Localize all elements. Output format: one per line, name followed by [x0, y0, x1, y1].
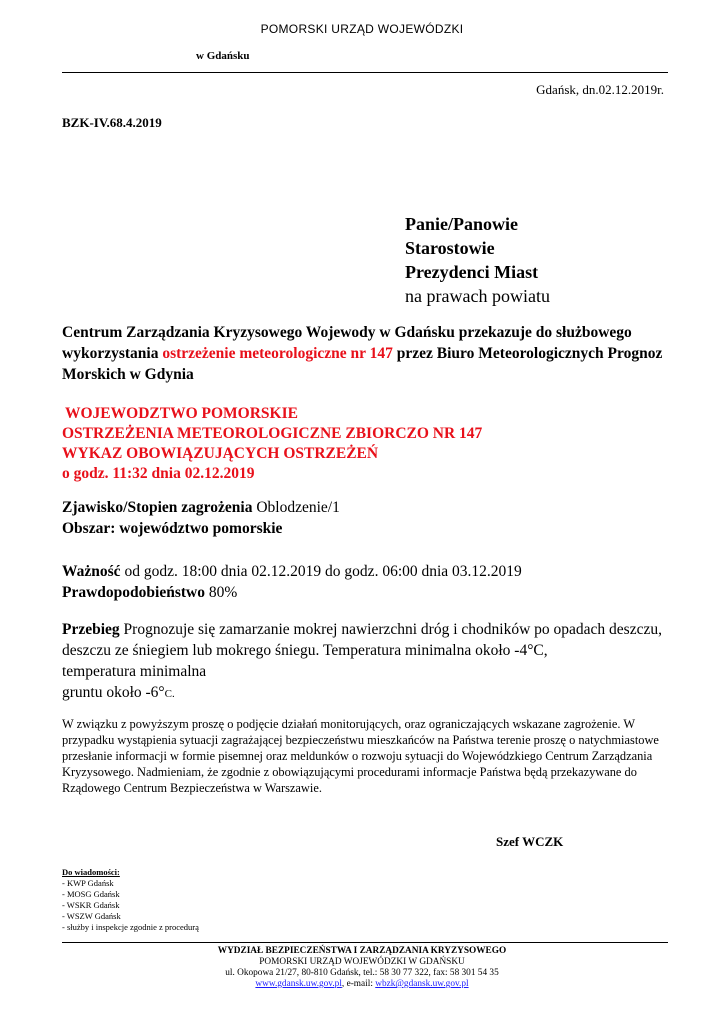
addressee-block	[405, 212, 550, 308]
probability-label: Prawdopodobieństwo	[62, 584, 205, 601]
website-link[interactable]: www.gdansk.uw.gov.pl	[255, 979, 342, 989]
warning-line-3: WYKAZ OBOWIĄZUJĄCYCH OSTRZEŻEŃ	[62, 445, 379, 462]
warning-line-2: OSTRZEŻENIA METEOROLOGICZNE ZBIORCZO NR 147	[62, 425, 483, 442]
footer	[0, 946, 724, 990]
addressee-line-2: Starostowie	[405, 238, 495, 258]
header-divider	[62, 72, 668, 73]
intro-part-1: Centrum Zarządzania Kryzysowego Wojewody w Gdańsku przekazuje do służbowego wykorzystania	[62, 324, 632, 362]
addressee-line-4: na prawach powiatu	[405, 286, 550, 306]
course-block	[62, 619, 672, 705]
distribution-title: Do wiadomości:	[62, 867, 120, 877]
addressee-line-1: Panie/Panowie	[405, 214, 518, 234]
intro-part-2: przez Biuro Meteorologicznych Prognoz Morskich w Gdynia	[62, 345, 663, 383]
addressee-line-3: Prezydenci Miast	[405, 262, 539, 282]
header-subtitle: w Gdańsku	[196, 50, 250, 62]
phenomenon-value: Oblodzenie/1	[252, 499, 340, 516]
probability-value: 80%	[204, 584, 238, 601]
list-item: - KWP Gdańsk	[62, 878, 114, 888]
phenomenon-block	[62, 497, 672, 539]
signature: Szef WCZK	[496, 834, 564, 849]
email-link[interactable]: wbzk@gdansk.uw.gov.pl	[375, 979, 469, 989]
intro-highlight: ostrzeżenie meteorologiczne nr 147	[162, 345, 393, 362]
list-item: - MOSG Gdańsk	[62, 889, 120, 899]
footer-divider	[62, 942, 668, 943]
header-title: POMORSKI URZĄD WOJEWÓDZKI	[260, 22, 464, 36]
course-text: Prognozuje się zamarzanie mokrej nawierzchni dróg i chodników po opadach deszczu, deszczu ze śniegiem lub mokrego śniegu. Temperatura minimalna około -4°C,	[62, 621, 662, 659]
validity-value: od godz. 18:00 dnia 02.12.2019 do godz. 06:00 dnia 03.12.2019	[120, 563, 522, 580]
phenomenon-label: Zjawisko/Stopien zagrożenia	[62, 499, 253, 516]
footer-address: ul. Okopowa 21/27, 80-810 Gdańsk, tel.: 58 30 77 322, fax: 58 301 54 35	[225, 968, 499, 978]
list-item: - służby i inspekcje zgodnie z procedurą	[62, 922, 199, 932]
email-label: , e-mail:	[341, 979, 376, 989]
list-item: - WSZW Gdańsk	[62, 911, 121, 921]
footer-department: WYDZIAŁ BEZPIECZEŃSTWA I ZARZĄDZANIA KRYZYSOWEGO	[217, 946, 507, 956]
footer-office: POMORSKI URZĄD WOJEWÓDZKI W GDAŃSKU	[259, 957, 465, 967]
course-line-3: gruntu około -6°	[62, 684, 165, 701]
document-date: Gdańsk, dn.02.12.2019r.	[536, 82, 664, 97]
course-line-2: temperatura minimalna	[62, 663, 207, 680]
reference-number: BZK-IV.68.4.2019	[62, 115, 162, 130]
validity-block	[62, 561, 672, 603]
body-paragraph: W związku z powyższym proszę o podjęcie działań monitorujących, oraz ograniczających wskazane zagrożenie. W przypadku wystąpienia sytuacji zagrażającej bezpieczeństwu mieszkańców na Państwa terenie proszę o natychmiastowe przesłanie informacji w formie pisemnej oraz meldunków o rozwoju sytuacji do Wojewódzkiego Centrum Zarządzania Kryzysowego. Nadmieniam, że zgodnie z obowiązującymi procedurami informacje Państwa będą przekazywane do Rządowego Centrum Bezpieczeństwa w Warszawie.	[62, 717, 659, 795]
intro-paragraph	[62, 322, 666, 385]
warning-line-1: WOJEWODZTWO POMORSKIE	[65, 405, 298, 422]
validity-label: Ważność	[62, 563, 121, 580]
course-label: Przebieg	[62, 621, 120, 638]
course-unit: C.	[164, 688, 175, 700]
warning-line-4: o godz. 11:32 dnia 02.12.2019	[62, 465, 255, 482]
warning-block	[62, 404, 482, 484]
list-item: - WSKR Gdańsk	[62, 900, 120, 910]
distribution-list	[62, 867, 199, 933]
area-text: Obszar: województwo pomorskie	[62, 520, 283, 537]
